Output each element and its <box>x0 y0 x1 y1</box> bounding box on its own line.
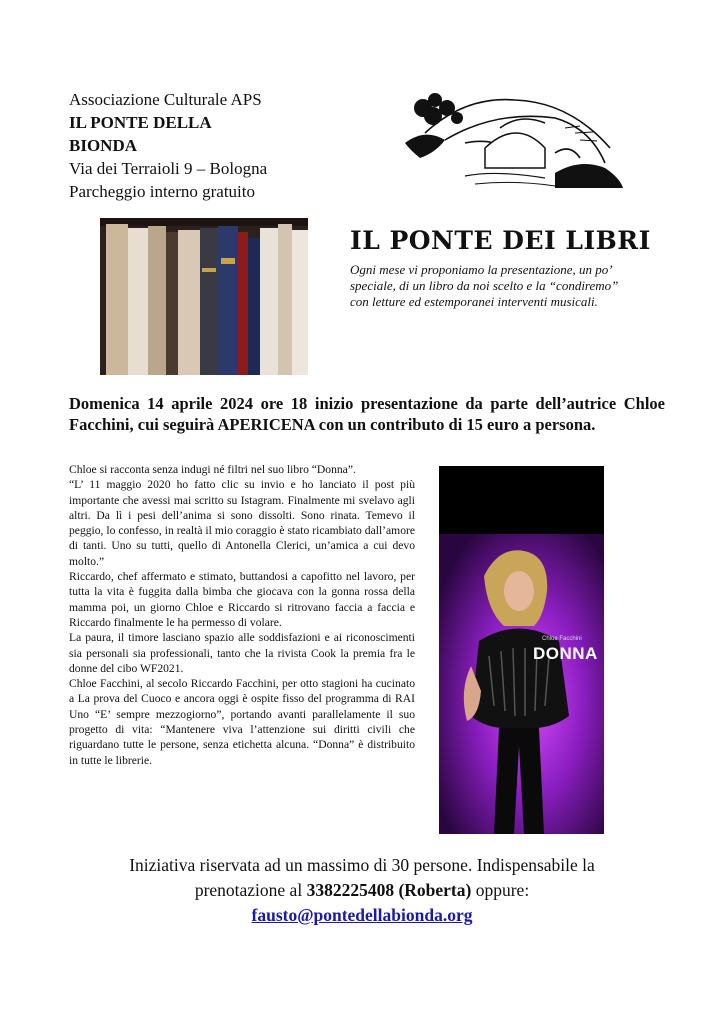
series-title: IL PONTE DEI LIBRI <box>350 226 651 255</box>
event-announcement: Domenica 14 aprile 2024 ore 18 inizio presentazione da parte dell’autrice Chloe Facchini, cui seguirà APERICENA con un contributo di 15 euro a persona. <box>69 394 665 434</box>
cover-author: Chloe Facchini <box>542 636 582 642</box>
cover-title: DONNA <box>533 644 598 663</box>
paragraph: Chloe si racconta senza indugi né filtri nel suo libro “Donna”. <box>69 463 356 476</box>
bridge-illustration <box>405 88 625 193</box>
book-cover <box>439 466 604 834</box>
parking-note: Parcheggio interno gratuito <box>69 182 256 201</box>
footer-line2 <box>60 878 664 903</box>
association-name-line1: IL PONTE DELLA <box>69 113 212 132</box>
paragraph: “L’ 11 maggio 2020 ho fatto clic su invio e ho lanciato il post più importante che avessi mai scritto su Istagram. Finalmente mi svelavo agli altri. Da lì i pesi dell’anima si sono dissolti. Sono rinata. Temevo il peggio, lo confesso, in realtà il mio coraggio è stato ricambiato dall’amore di tanti. Uno su tutti, quello di Antonella Clerici, un’amica a cui devo molto.” <box>69 478 415 568</box>
association-name-line2: BIONDA <box>69 136 138 155</box>
paragraph: La paura, il timore lasciano spazio alle soddisfazioni e ai riconoscimenti sia personali sia professionali, tanto che la rivista Cook la premia fra le donne del cibo WF2021. <box>69 631 415 675</box>
footer-line2-post: oppure: <box>471 880 530 900</box>
book-description <box>69 462 415 768</box>
phone-number: 3382225408 (Roberta) <box>306 880 472 900</box>
series-description: Ogni mese vi proponiamo la presentazione, un po’ speciale, di un libro da noi scelto e la “condiremo” con letture ed estemporanei interventi musicali. <box>350 262 619 309</box>
association-address: Via dei Terraioli 9 – Bologna <box>69 159 268 178</box>
paragraph: Chloe Facchini, al secolo Riccardo Facchini, per otto stagioni ha cucinato a La prova del Cuoco e ancora oggi è ospite fisso del programma di RAI Uno “E’ sempre mezzogiorno”, portando avanti parallelamente il suo progetto di vita: “Mantenere viva l’attenzione sui diritti civili che riguardano tutte le persone, senza etichetta alcuna. “Donna” è distribuito in tutte le librerie. <box>69 677 415 767</box>
email-link[interactable]: fausto@pontedellabionda.org <box>251 905 473 925</box>
footer-line2-pre: prenotazione al <box>194 880 307 900</box>
footer-line1: Iniziativa riservata ad un massimo di 30 persone. Indispensabile la <box>129 855 595 875</box>
footer <box>60 853 664 928</box>
paragraph: Riccardo, chef affermato e stimato, buttandosi a capofitto nel lavoro, per tutta la vita è fuggita dalla bimba che giocava con la gonna rossa della mamma poi, un giorno Chloe e Riccardo si ritrovano faccia a faccia e Riccardo finalmente le ha permesso di volare. <box>69 570 415 629</box>
association-type: Associazione Culturale APS <box>69 90 262 109</box>
association-header <box>69 88 369 203</box>
books-photo <box>100 218 308 375</box>
